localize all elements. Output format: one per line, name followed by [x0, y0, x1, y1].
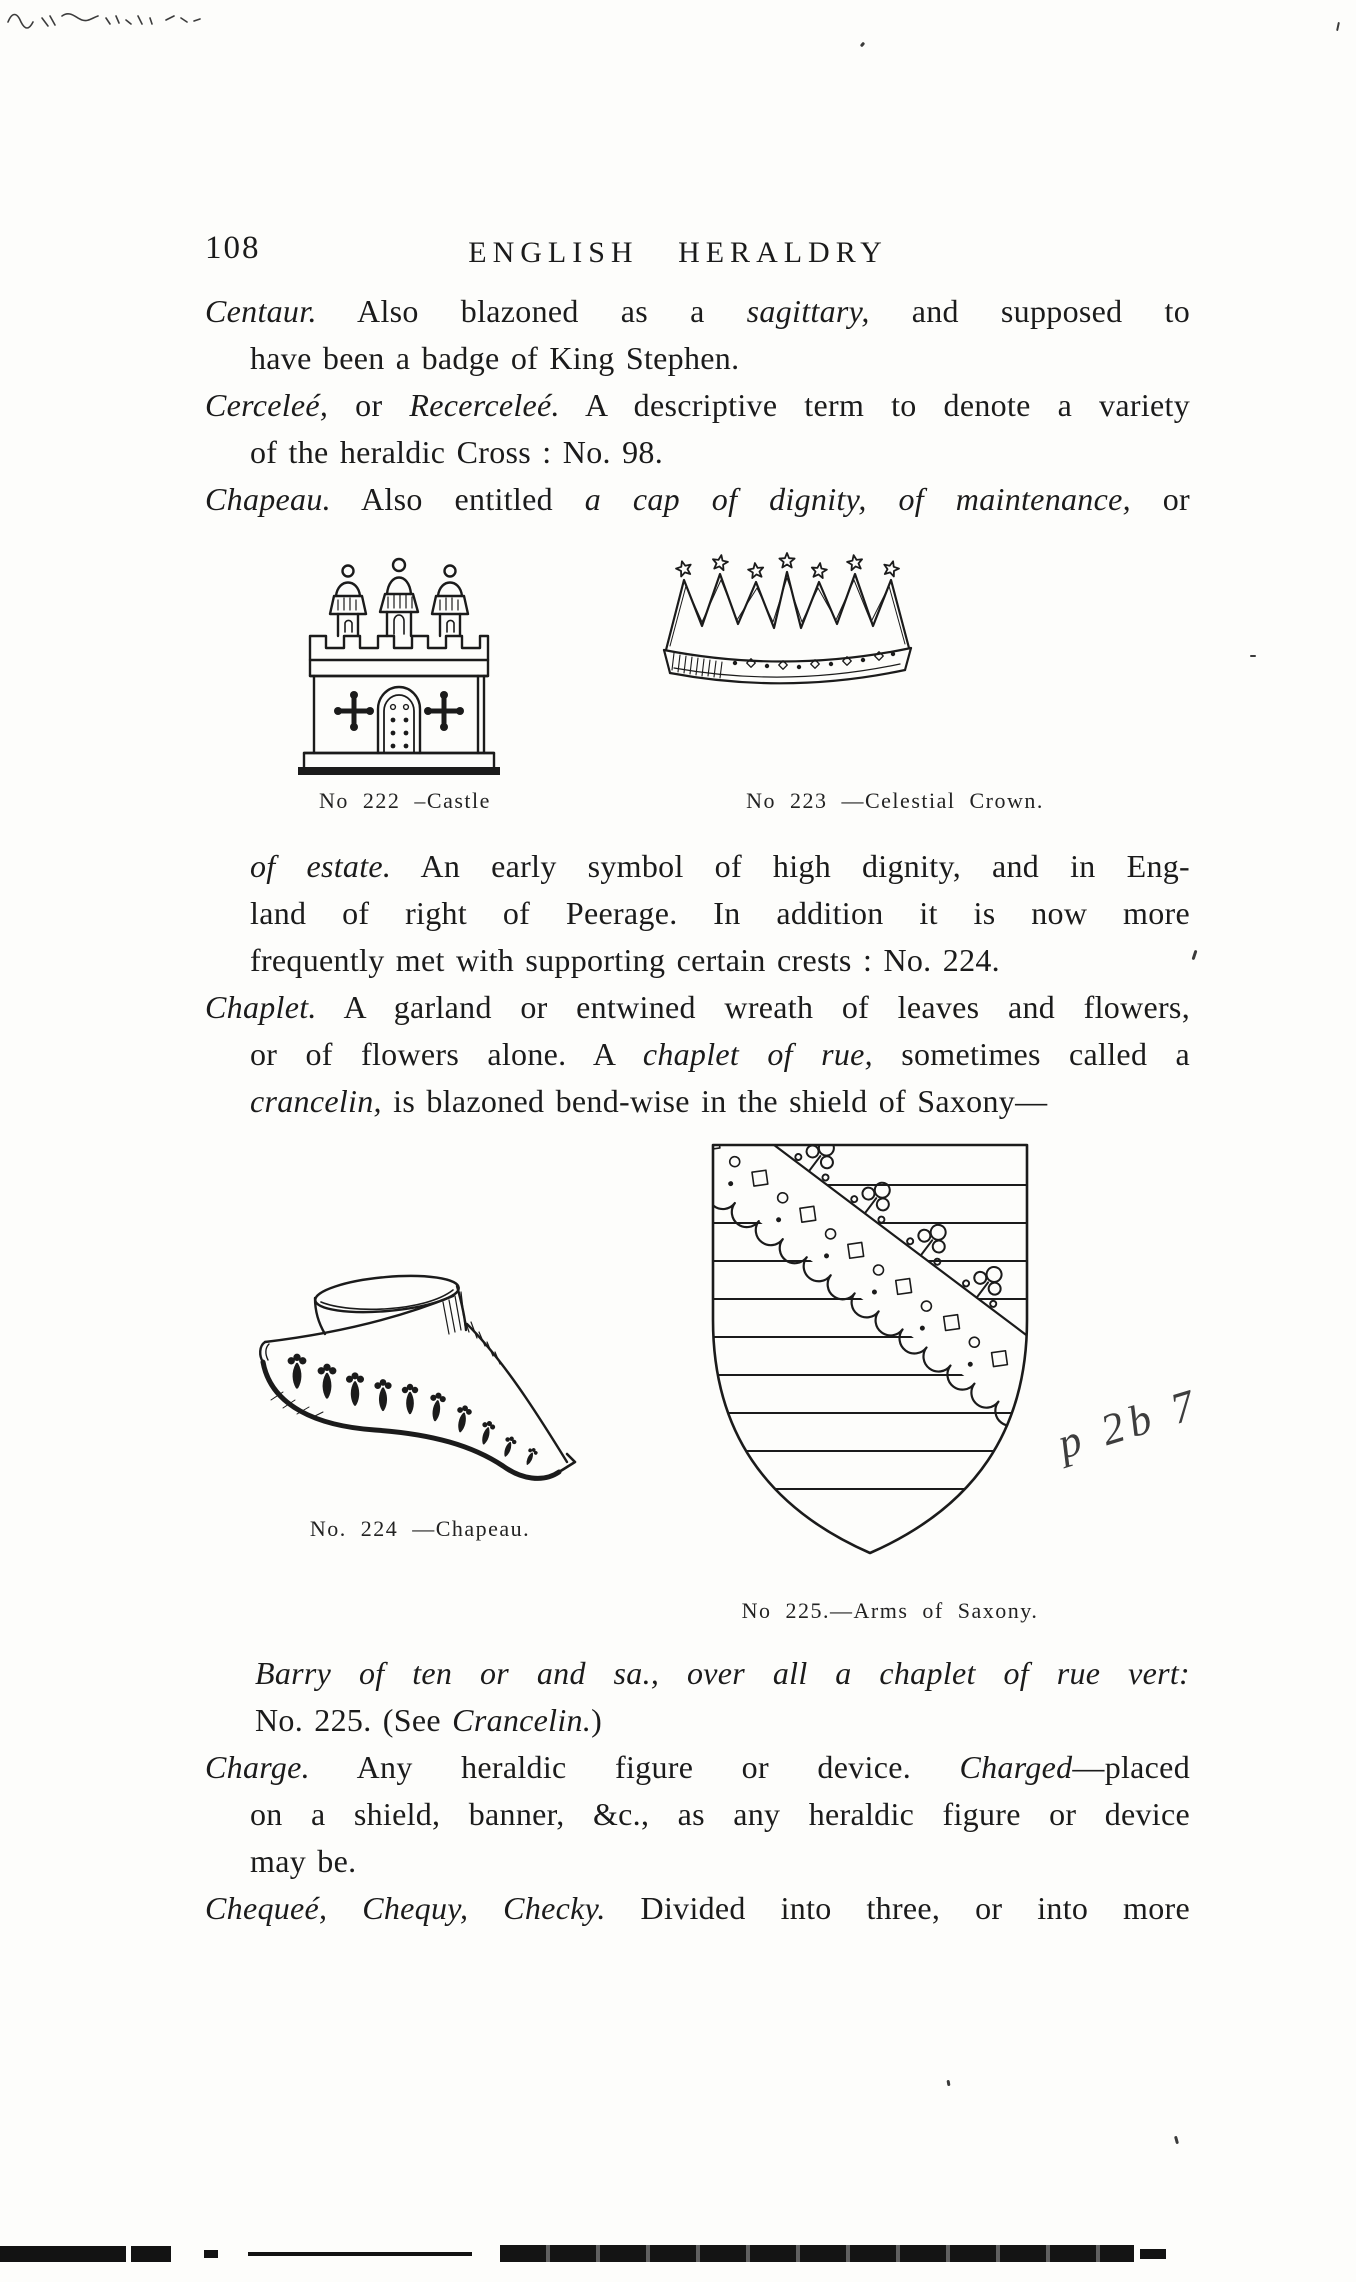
text-run: Any heraldic figure or device.	[309, 1749, 960, 1785]
crancelin-bend	[685, 1125, 1060, 1432]
scan-bar	[500, 2245, 1134, 2262]
text-run: or	[328, 387, 410, 423]
celestial-crown-illustration	[650, 552, 925, 710]
text-line	[250, 890, 1190, 937]
text-line	[250, 1078, 1190, 1125]
headword: Charge.	[205, 1749, 310, 1785]
scan-speck	[947, 2080, 951, 2086]
page-header: ENGLISH HERALDRY	[468, 236, 888, 269]
text-run: Crancelin.	[452, 1702, 592, 1738]
scan-artifact-top-left	[6, 6, 216, 36]
chapeau-illustration	[235, 1250, 590, 1490]
ermine-spots	[289, 1355, 538, 1466]
scan-bar	[0, 2246, 126, 2262]
text-run: on a shield, banner, &c., as any heraldic figure or device	[250, 1796, 1190, 1832]
scan-speck	[1192, 950, 1198, 960]
headword: Centaur.	[205, 293, 317, 329]
text-run: crancelin,	[250, 1083, 382, 1119]
text-run: Also blazoned as a	[316, 293, 747, 329]
pencil-note: p 2b 7	[1052, 1378, 1206, 1469]
arms-of-saxony-illustration	[685, 1125, 1060, 1573]
text-line	[205, 1885, 1190, 1932]
scan-speck	[1174, 2136, 1179, 2145]
scan-bar	[204, 2250, 218, 2258]
text-line	[250, 429, 1190, 476]
text-run: A garland or entwined wreath of leaves and flowers,	[316, 989, 1190, 1025]
text-run: land of right of Peerage. In addition it is now more	[250, 895, 1190, 931]
headword: Cerceleé,	[205, 387, 329, 423]
scan-speck	[860, 42, 866, 48]
text-run: A descriptive term to denote a variety	[559, 387, 1191, 423]
figure-caption-saxony: No 225.—Arms of Saxony.	[741, 1598, 1039, 1623]
text-run: chaplet of rue,	[642, 1036, 873, 1072]
text-run: Recerceleé.	[409, 387, 560, 423]
text-line	[205, 476, 1190, 523]
text-run: No. 225. (See	[255, 1702, 453, 1738]
text-line	[205, 984, 1190, 1031]
headword: Chequeé, Chequy, Checky.	[205, 1890, 606, 1926]
text-line	[205, 1744, 1190, 1791]
castle-illustration	[292, 548, 507, 780]
text-run: or of flowers alone. A	[250, 1036, 643, 1072]
text-run: or	[1130, 481, 1190, 517]
text-block-3	[205, 1650, 1190, 1932]
text-line	[205, 288, 1190, 335]
scan-speck	[1336, 22, 1340, 31]
text-line	[250, 1838, 1190, 1885]
text-run: sagittary,	[746, 293, 870, 329]
page-number: 108	[205, 230, 261, 266]
text-run: frequently met with supporting certain crests : No. 224.	[250, 942, 1000, 978]
text-run: may be.	[250, 1843, 357, 1879]
castle-turret	[330, 566, 366, 637]
text-run: —placed	[1072, 1749, 1190, 1785]
text-run: and supposed to	[869, 293, 1190, 329]
text-line	[250, 1791, 1190, 1838]
scan-bar	[248, 2252, 472, 2256]
text-run: Charged	[959, 1749, 1073, 1785]
figure-caption-castle: No 222 –Castle	[319, 788, 491, 813]
text-run: Divided into three, or into more	[605, 1890, 1190, 1926]
scan-bar	[131, 2246, 171, 2262]
text-run: of estate.	[250, 848, 392, 884]
text-run: a cap of dignity, of maintenance,	[584, 481, 1131, 517]
text-line	[205, 382, 1190, 429]
text-line	[250, 937, 1190, 984]
text-block-2	[205, 843, 1190, 1125]
text-line	[250, 1031, 1190, 1078]
text-block-1	[205, 288, 1190, 523]
text-line	[250, 335, 1190, 382]
text-run: have been a badge of King Stephen.	[250, 340, 740, 376]
figure-caption-chapeau: No. 224 —Chapeau.	[309, 1516, 531, 1541]
castle-turret	[380, 559, 418, 636]
text-line	[255, 1697, 1190, 1744]
figure-caption-crown: No 223 —Celestial Crown.	[746, 788, 1044, 813]
scan-bar	[1140, 2249, 1166, 2259]
headword: Chaplet.	[205, 989, 317, 1025]
text-run: Barry of ten or and sa., over all a chaplet of rue vert:	[255, 1655, 1190, 1691]
text-run: is blazoned bend-wise in the shield of Saxony—	[381, 1083, 1048, 1119]
headword: Chapeau.	[205, 481, 331, 517]
text-run: of the heraldic Cross : No. 98.	[250, 434, 664, 470]
text-line	[255, 1650, 1190, 1697]
text-run: An early symbol of high dignity, and in Eng-	[391, 848, 1191, 884]
castle-turret	[432, 566, 468, 637]
castle-door	[378, 687, 420, 753]
text-run: )	[591, 1702, 603, 1738]
text-run: Also entitled	[330, 481, 585, 517]
cross-crosslet	[338, 695, 460, 727]
scan-speck	[1250, 655, 1256, 657]
text-line	[250, 843, 1190, 890]
text-run: sometimes called a	[872, 1036, 1190, 1072]
